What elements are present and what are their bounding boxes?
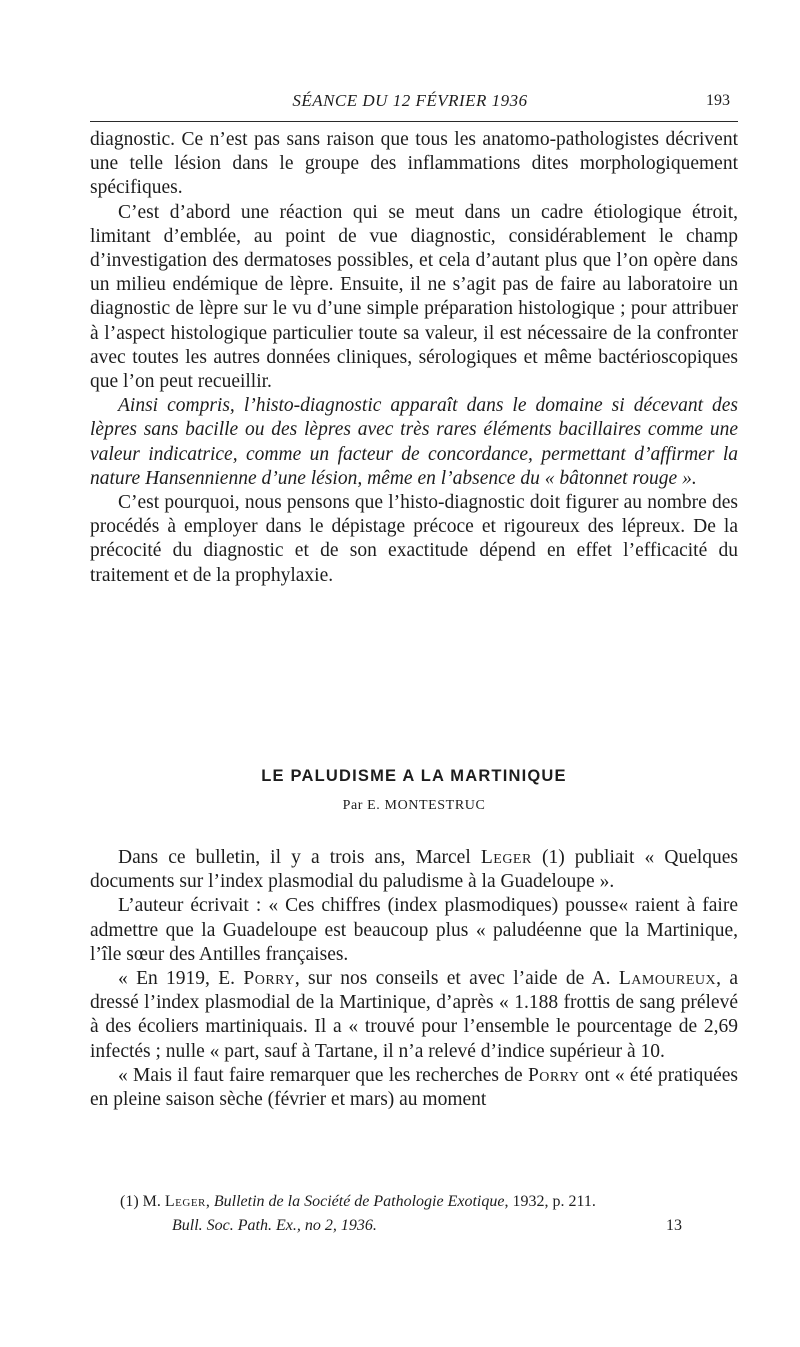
text-run: « En 1919, E.: [118, 968, 236, 990]
citation-tail: , 1932, p. 211.: [504, 1193, 596, 1210]
text-run: ont « été pratiquées en pleine saison sèche (février et mars) au moment: [90, 1064, 739, 1111]
text-run: « Mais il faut faire remarquer que les recherches de: [118, 1064, 523, 1086]
article-title: LE PALUDISME A LA MARTINIQUE: [261, 767, 567, 785]
footnote: [120, 1190, 732, 1238]
article-body: [90, 846, 738, 1112]
signature-mark: 13: [666, 1217, 682, 1234]
paragraph: [90, 967, 738, 1064]
running-head: [90, 88, 730, 114]
byline: [90, 798, 738, 814]
header-rule: [90, 121, 738, 122]
author-name: MONTESTRUC: [384, 798, 486, 813]
running-title: SÉANCE DU 12 FÉVRIER 1936: [292, 91, 528, 110]
italic-paragraph: [90, 394, 738, 491]
author-name: Leger: [164, 1193, 206, 1210]
paragraph: L’auteur écrivait : « Ces chiffres (index plasmodiques) pousse« raient à faire admettre que la Guadeloupe est beaucoup plus « paludéenne que la Martinique, l’île sœur des Antilles françaises.: [90, 895, 738, 965]
author-name: Lamoureux: [618, 968, 717, 990]
paragraph: C’est d’abord une réaction qui se meut dans un cadre étiologique étroit, limitant d’emblée, au point de vue diagnostic, considérablement le champ d’investigation des dermatoses possibles, et cela d’autant plus que l’on opère dans un milieu endémique de lèpre. Ensuite, il ne s’agit pas de faire au laboratoire un diagnostic de lèpre sur le vu d’une simple préparation histologique ; pour attribuer à l’aspect histologique particulier toute sa valeur, il est nécessaire de la confronter avec toutes les autres données cliniques, sérologiques et même bactérioscopiques que l’on peut recueillir.: [90, 201, 738, 393]
footnote-reference: (1) M. Leger, Bulletin de la Société de Pathologie Exotique, 1932, p. 211.: [120, 1193, 596, 1210]
text-run: , a dressé l’index plasmodial de la Martinique, d’après « 1.188 frottis de sang prélevé à des écoliers martiniquais. Il a « trouvé pour l’ensemble le pourcentage de 2,69 infectés ; nulle « part, sauf à Tartane, il n’a relevé d’indice supérieur à 10.: [90, 968, 739, 1062]
issue-line: [120, 1214, 732, 1238]
previous-article-conclusion: [90, 128, 738, 588]
author-name: Porry: [527, 1064, 580, 1086]
text-run: Dans ce bulletin, il y a trois ans, Marcel: [118, 847, 471, 868]
paragraph: C’est pourquoi, nous pensons que l’histo-diagnostic doit figurer au nombre des procédés à employer dans le dépistage précoce et rigoureux des lépreux. De la précocité du diagnostic et de son exactitude dépend en effet l’efficacité du traitement et de la prophylaxie.: [90, 492, 738, 586]
text-run: , sur nos conseils et avec l’aide de A.: [294, 968, 611, 990]
author-name: Leger: [480, 847, 532, 868]
issue-text: Bull. Soc. Path. Ex., no 2, 1936.: [172, 1217, 377, 1234]
italic-text: Ainsi compris, l’histo-diagnostic apparaît dans le domaine si décevant des lèpres sans bacille ou des lèpres avec très rares éléments bacillaires comme une valeur indicatrice, comme un facteur de concordance, permettant d’affirmer la nature Hansennienne d’une lésion, même en l’absence du « bâtonnet rouge ».: [90, 395, 738, 489]
paragraph: [90, 1064, 738, 1112]
paragraph: diagnostic. Ce n’est pas sans raison que tous les anatomo-pathologistes décrivent une telle lésion dans le groupe des inflammations dites morphologiquement spécifiques.: [90, 129, 738, 199]
page-number: 193: [706, 92, 730, 109]
author-name: Porry: [243, 968, 295, 990]
citation-title: Bulletin de la Société de Pathologie Exotique: [213, 1193, 505, 1210]
byline-prefix: Par E.: [342, 798, 381, 813]
paragraph: [90, 846, 738, 894]
footnote-marker: (1) M.: [120, 1193, 161, 1210]
text-run: (1) publiait « Quelques documents sur l’index plasmodial du paludisme à la Guadeloupe ».: [90, 847, 739, 893]
